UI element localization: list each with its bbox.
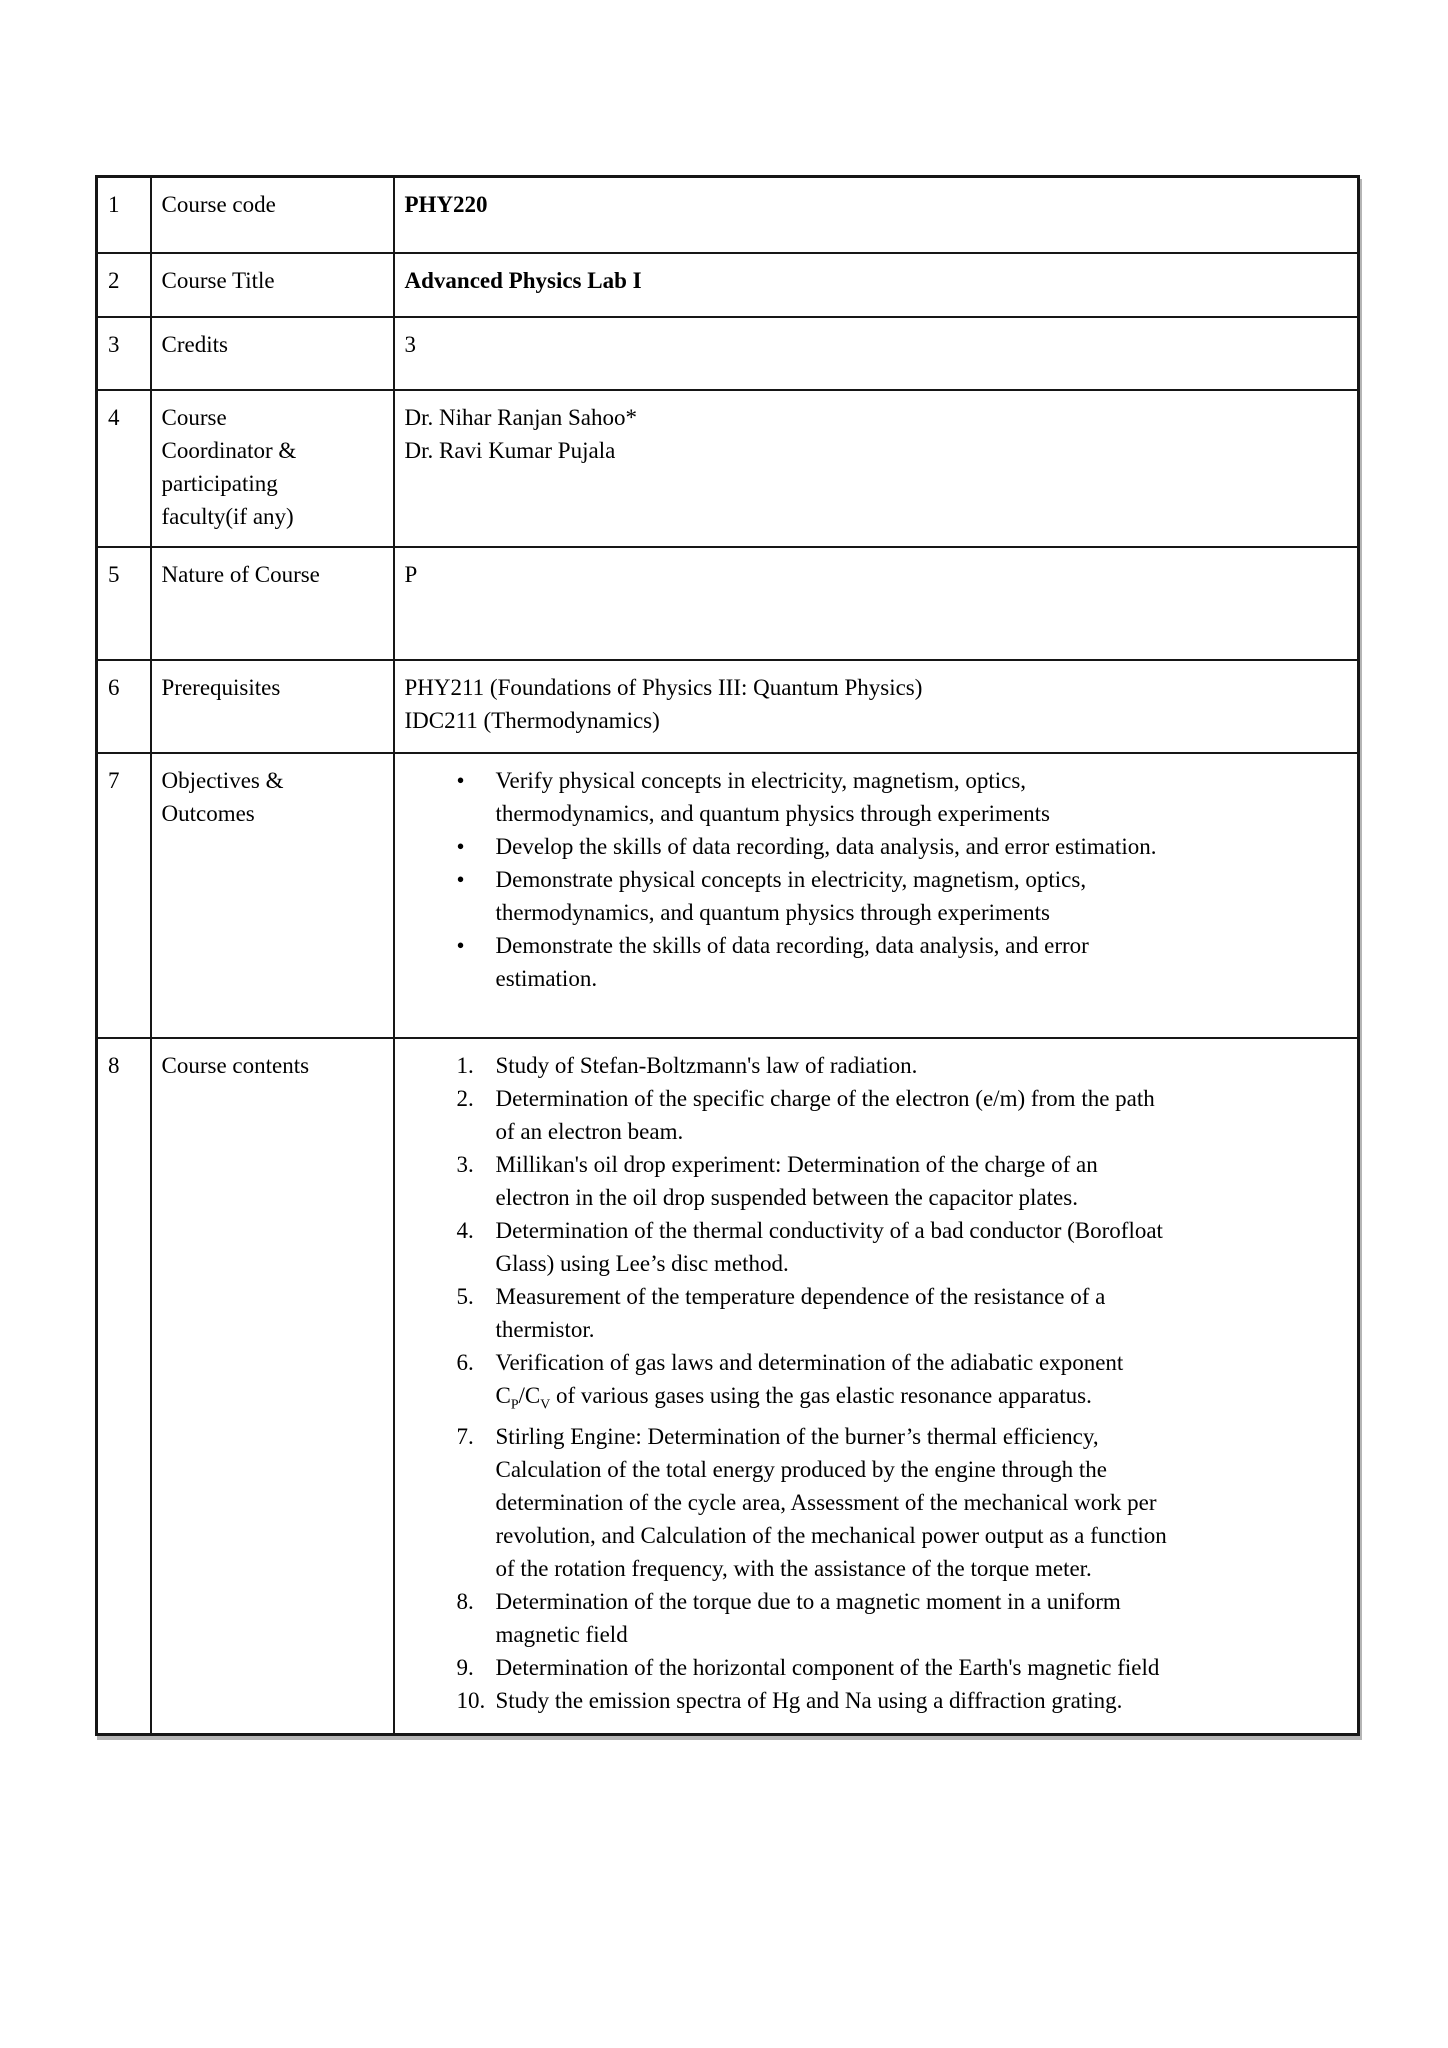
row-label-line: faculty(if any) — [161, 503, 294, 529]
content-line: Millikan's oil drop experiment: Determination of the charge of an — [495, 1151, 1098, 1177]
row-number: 6 — [108, 674, 120, 700]
row-label-cell — [151, 317, 394, 390]
content-item — [457, 1420, 1352, 1585]
row-label-cell — [151, 660, 394, 753]
bullet-marker: • — [456, 932, 465, 958]
objective-text — [496, 764, 1352, 830]
content-text — [496, 1651, 1352, 1684]
content-line: Determination of the specific charge of the electron (e/m) from the path — [495, 1085, 1155, 1111]
content-text — [496, 1214, 1352, 1280]
row-label-line: Coordinator & — [161, 437, 297, 463]
row-number-cell — [97, 317, 151, 390]
row-number-cell — [97, 753, 151, 1038]
row-label: Course code — [161, 192, 276, 217]
row-label-line: Objectives & — [161, 767, 284, 793]
item-number: 5. — [456, 1283, 474, 1309]
row-number-cell — [97, 1038, 151, 1735]
table-row-course-title — [97, 253, 1359, 317]
formula-subscript: P — [510, 1396, 519, 1412]
formula-base: C — [495, 1382, 511, 1408]
row-label: Prerequisites — [161, 674, 281, 700]
item-number: 1. — [456, 1052, 474, 1078]
table-row-course-contents — [97, 1038, 1359, 1735]
objective-line: thermodynamics, and quantum physics through experiments — [495, 800, 1050, 826]
content-item — [457, 1214, 1352, 1280]
row-label: Nature of Course — [161, 561, 320, 587]
content-item — [457, 1684, 1352, 1717]
item-number: 2. — [456, 1085, 474, 1111]
row-label: Course Title — [161, 267, 275, 293]
table-row-credits — [97, 317, 1359, 390]
objective-line: Develop the skills of data recording, data analysis, and error estimation. — [495, 833, 1157, 859]
content-item — [457, 1082, 1352, 1148]
objectives-list — [457, 764, 1352, 995]
content-line: Study the emission spectra of Hg and Na using a diffraction grating. — [495, 1688, 1123, 1714]
item-number: 9. — [456, 1655, 474, 1681]
row-number-cell — [97, 547, 151, 660]
item-number: 4. — [456, 1217, 474, 1243]
bullet-marker: • — [456, 866, 465, 892]
content-item — [457, 1651, 1352, 1684]
item-number: 7. — [456, 1424, 474, 1450]
objective-text — [496, 863, 1352, 929]
objective-text — [496, 929, 1352, 995]
content-line: Study of Stefan-Boltzmann's law of radiation. — [495, 1052, 918, 1078]
objective-line: Demonstrate physical concepts in electricity, magnetism, optics, — [495, 866, 1087, 892]
formula-subscript: V — [540, 1396, 551, 1412]
content-line: magnetic field — [495, 1622, 628, 1648]
row-number: 4 — [108, 404, 120, 430]
row-label-cell — [151, 390, 394, 547]
content-item — [457, 1346, 1352, 1421]
coordinator-name: Dr. Nihar Ranjan Sahoo* — [404, 404, 638, 430]
row-label: Credits — [161, 331, 228, 357]
row-value-cell — [394, 660, 1359, 753]
content-item — [457, 1148, 1352, 1214]
row-label-cell — [151, 1038, 394, 1735]
content-line: thermistor. — [495, 1316, 595, 1342]
nature-of-course-value: P — [404, 561, 418, 587]
row-number: 1 — [108, 192, 120, 217]
row-value-cell — [394, 1038, 1359, 1735]
item-number: 3. — [456, 1151, 474, 1177]
table-row-nature — [97, 547, 1359, 660]
content-item — [457, 1049, 1352, 1082]
row-number-cell — [97, 660, 151, 753]
row-number: 8 — [108, 1052, 120, 1078]
course-contents-list — [457, 1049, 1352, 1718]
row-value-cell — [394, 253, 1359, 317]
content-line: of the rotation frequency, with the assistance of the torque meter. — [495, 1556, 1092, 1582]
content-text — [496, 1148, 1352, 1214]
course-syllabus-table — [95, 175, 1360, 1736]
table-row-prerequisites — [97, 660, 1359, 753]
content-text — [496, 1346, 1352, 1421]
content-item — [457, 1585, 1352, 1651]
objective-item — [457, 929, 1352, 995]
course-code-value: PHY220 — [404, 192, 488, 217]
bullet-marker: • — [456, 833, 465, 859]
row-number-cell — [97, 390, 151, 547]
content-text — [496, 1420, 1352, 1585]
row-value-cell — [394, 317, 1359, 390]
row-label-line: participating — [161, 470, 278, 496]
row-value-cell — [394, 390, 1359, 547]
faculty-name: Dr. Ravi Kumar Pujala — [404, 437, 616, 463]
objective-line: Demonstrate the skills of data recording, data analysis, and error — [495, 932, 1089, 958]
content-line: determination of the cycle area, Assessment of the mechanical work per — [495, 1490, 1157, 1516]
objective-line: estimation. — [495, 965, 598, 991]
content-line: Glass) using Lee’s disc method. — [495, 1250, 789, 1276]
bullet-marker: • — [456, 767, 465, 793]
course-title-value: Advanced Physics Lab I — [404, 267, 642, 293]
content-line-formula — [496, 1379, 1352, 1421]
row-value-cell — [394, 547, 1359, 660]
content-line: electron in the oil drop suspended between the capacitor plates. — [495, 1184, 1078, 1210]
row-number-cell — [97, 177, 151, 253]
row-label: Course contents — [161, 1052, 310, 1078]
item-number: 10. — [456, 1688, 486, 1714]
content-line: Measurement of the temperature dependence of the resistance of a — [495, 1283, 1106, 1309]
row-label-cell — [151, 547, 394, 660]
item-number: 8. — [456, 1589, 474, 1615]
item-number: 6. — [456, 1349, 474, 1375]
formula-base: /C — [518, 1382, 541, 1408]
prerequisite-line: PHY211 (Foundations of Physics III: Quantum Physics) — [404, 674, 923, 700]
row-label-cell — [151, 753, 394, 1038]
row-label-line: Course — [161, 404, 227, 430]
objective-item — [457, 830, 1352, 863]
prerequisite-line: IDC211 (Thermodynamics) — [404, 707, 660, 733]
content-line: Verification of gas laws and determination of the adiabatic exponent — [495, 1349, 1124, 1375]
formula-rest: of various gases using the gas elastic resonance apparatus. — [550, 1382, 1092, 1408]
objective-line: thermodynamics, and quantum physics through experiments — [495, 899, 1050, 925]
table-row-coordinator — [97, 390, 1359, 547]
content-line: Stirling Engine: Determination of the burner’s thermal efficiency, — [495, 1424, 1099, 1450]
content-text — [496, 1049, 1352, 1082]
row-value-cell — [394, 753, 1359, 1038]
row-label-cell — [151, 177, 394, 253]
row-value-cell — [394, 177, 1359, 253]
objective-item — [457, 863, 1352, 929]
content-line: Determination of the torque due to a magnetic moment in a uniform — [495, 1589, 1121, 1615]
objective-line: Verify physical concepts in electricity, magnetism, optics, — [495, 767, 1027, 793]
content-text — [496, 1684, 1352, 1717]
credits-value: 3 — [404, 331, 416, 357]
objective-item — [457, 764, 1352, 830]
row-number: 2 — [108, 267, 120, 293]
content-line: revolution, and Calculation of the mechanical power output as a function — [495, 1523, 1167, 1549]
content-line: Calculation of the total energy produced by the engine through the — [495, 1457, 1107, 1483]
content-text — [496, 1280, 1352, 1346]
content-item — [457, 1280, 1352, 1346]
content-line: Determination of the thermal conductivity of a bad conductor (Borofloat — [495, 1217, 1163, 1243]
row-number-cell — [97, 253, 151, 317]
row-label-line: Outcomes — [161, 800, 255, 826]
content-text — [496, 1585, 1352, 1651]
row-number: 3 — [108, 331, 120, 357]
content-line: of an electron beam. — [495, 1118, 684, 1144]
content-line: Determination of the horizontal component of the Earth's magnetic field — [495, 1655, 1160, 1681]
table-row-objectives — [97, 753, 1359, 1038]
row-label-cell — [151, 253, 394, 317]
objective-text — [496, 830, 1352, 863]
row-number: 7 — [108, 767, 120, 793]
row-number: 5 — [108, 561, 120, 587]
content-text — [496, 1082, 1352, 1148]
table-row-course-code — [97, 177, 1359, 253]
